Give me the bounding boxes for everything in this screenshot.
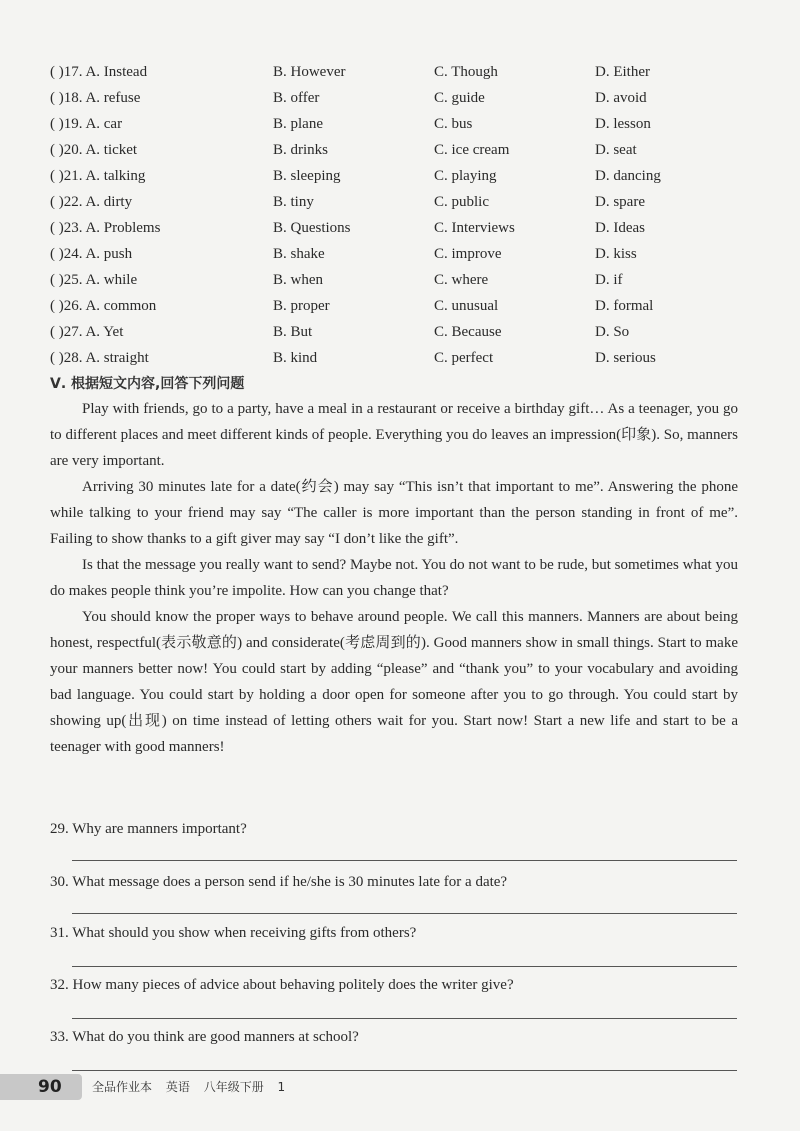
page-number: 90 (38, 1077, 62, 1097)
option-a: ( )27. A. Yet (50, 324, 124, 340)
choice-row (50, 165, 770, 187)
option-a: ( )24. A. push (50, 246, 133, 262)
footer-edition: 1 (277, 1080, 286, 1094)
option-a: ( )28. A. straight (50, 350, 149, 366)
choice-row (50, 243, 770, 265)
passage-paragraph: Arriving 30 minutes late for a date(约会) may say “This isn’t that important to me”. Answering the phone while talking to your friend may say “The caller is more important than the person standing in front of me”. Failing to show thanks to a gift giver may say “I don’t like the gift”. (50, 479, 738, 547)
option-b: B. proper (273, 298, 330, 314)
question-32: 32. How many pieces of advice about behaving politely does the writer give? (50, 977, 514, 993)
question-30: 30. What message does a person send if he/she is 30 minutes late for a date? (50, 874, 508, 890)
choice-row (50, 321, 770, 343)
option-c: C. guide (434, 90, 485, 106)
option-a: ( )23. A. Problems (50, 220, 161, 236)
passage-paragraph: Play with friends, go to a party, have a meal in a restaurant or receive a birthday gift… As a teenager, you go to different places and meet different kinds of people. Everything you do leaves an impression(印象). So, manners are very important. (50, 401, 738, 469)
option-d: D. if (595, 272, 623, 288)
option-c: C. improve (434, 246, 502, 262)
option-a: ( )20. A. ticket (50, 142, 138, 158)
option-c: C. Though (434, 64, 498, 80)
option-c: C. ice cream (434, 142, 510, 158)
option-b: B. tiny (273, 194, 314, 210)
option-c: C. perfect (434, 350, 494, 366)
option-a: ( )22. A. dirty (50, 194, 133, 210)
option-c: C. unusual (434, 298, 499, 314)
choice-row (50, 139, 770, 161)
option-d: D. serious (595, 350, 656, 366)
option-b: B. However (273, 64, 346, 80)
option-d: D. spare (595, 194, 645, 210)
choice-row (50, 61, 770, 83)
choice-row (50, 217, 770, 239)
answer-line-29[interactable] (72, 860, 737, 861)
footer-book-title: 全品作业本 (92, 1080, 153, 1094)
option-d: D. seat (595, 142, 637, 158)
option-c: C. Interviews (434, 220, 515, 236)
option-c: C. public (434, 194, 489, 210)
choice-row (50, 113, 770, 135)
choice-row (50, 269, 770, 291)
option-c: C. where (434, 272, 489, 288)
option-d: D. lesson (595, 116, 651, 132)
option-a: ( )21. A. talking (50, 168, 146, 184)
question-33: 33. What do you think are good manners at school? (50, 1029, 359, 1045)
option-d: D. Ideas (595, 220, 645, 236)
option-d: D. So (595, 324, 630, 340)
question-31: 31. What should you show when receiving gifts from others? (50, 925, 417, 941)
option-b: B. when (273, 272, 323, 288)
option-d: D. avoid (595, 90, 647, 106)
passage-paragraph: You should know the proper ways to behave around people. We call this manners. Manners are about being honest, respectful(表示敬意的) and considerate(考虑周到的). Good manners show in small things. Start to make your manners better now! You could start by adding “please” and “thank you” to your vocabulary and avoiding bad language. You could start by holding a door open for someone after you to go through. You could start by showing up(出现) on time instead of letting others wait for you. Start now! Start a new life and start to be a teenager with good manners! (50, 609, 738, 755)
option-b: B. shake (273, 246, 325, 262)
footer-grade: 八年级下册 (203, 1080, 264, 1094)
footer-subject: 英语 (165, 1080, 190, 1094)
option-a: ( )26. A. common (50, 298, 157, 314)
answer-line-33[interactable] (72, 1070, 737, 1071)
choice-row (50, 191, 770, 213)
option-d: D. dancing (595, 168, 661, 184)
answer-line-30[interactable] (72, 913, 737, 914)
option-a: ( )17. A. Instead (50, 64, 148, 80)
option-b: B. kind (273, 350, 318, 366)
choice-row (50, 295, 770, 317)
option-c: C. playing (434, 168, 497, 184)
option-b: B. drinks (273, 142, 329, 158)
option-b: B. Questions (273, 220, 351, 236)
option-a: ( )25. A. while (50, 272, 138, 288)
option-a: ( )19. A. car (50, 116, 123, 132)
answer-line-31[interactable] (72, 966, 737, 967)
passage-paragraph: Is that the message you really want to send? Maybe not. You do not want to be rude, but sometimes what you do makes people think you’re impolite. How can you change that? (50, 557, 738, 599)
option-a: ( )18. A. refuse (50, 90, 141, 106)
answer-line-32[interactable] (72, 1018, 737, 1019)
option-d: D. Either (595, 64, 650, 80)
option-c: C. bus (434, 116, 473, 132)
option-b: B. offer (273, 90, 320, 106)
choice-row (50, 87, 770, 109)
footer-book-info (92, 1074, 295, 1100)
option-b: B. plane (273, 116, 323, 132)
option-b: B. sleeping (273, 168, 341, 184)
option-b: B. But (273, 324, 313, 340)
reading-passage (50, 396, 738, 760)
choice-row (50, 347, 770, 369)
question-29: 29. Why are manners important? (50, 821, 247, 837)
option-d: D. formal (595, 298, 654, 314)
option-d: D. kiss (595, 246, 637, 262)
section-title: Ⅴ. 根据短文内容,回答下列问题 (50, 376, 245, 392)
option-c: C. Because (434, 324, 502, 340)
